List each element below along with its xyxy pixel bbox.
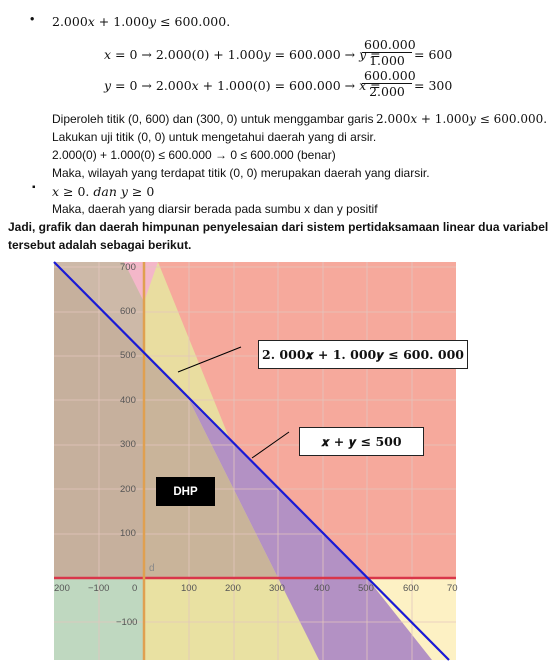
y-tick-100: 100 [120, 528, 136, 539]
y-zero-numerator: 600.000 [364, 68, 416, 83]
uji-text: Lakukan uji titik (0, 0) untuk mengetahui daerah yang di arsir. [52, 130, 377, 144]
y-tick-400: 400 [120, 395, 136, 406]
conclusion-line-2: tersebut adalah sebagai berikut. [8, 238, 192, 252]
origin-mark: d [149, 563, 155, 574]
x-zero-numerator: 600.000 [364, 37, 416, 52]
y-zero-result: = 300 [414, 78, 453, 93]
graph [54, 262, 464, 660]
x-tick-70: 70 [447, 583, 458, 594]
y-zero-fraction [362, 68, 416, 99]
bullet-square: ▪ [32, 182, 36, 193]
x-tick-600: 600 [403, 583, 419, 594]
y-tick-700: 700 [120, 262, 136, 273]
y-zero-denominator: 2.000 [369, 84, 405, 99]
x-tick-100: 100 [181, 583, 197, 594]
y-tick-500: 500 [120, 350, 136, 361]
x-tick-400: 400 [314, 583, 330, 594]
dhp-label: DHP [156, 477, 215, 506]
bullet-dot: • [30, 12, 35, 26]
wilayah-text: Maka, wilayah yang terdapat titik (0, 0) merupakan daerah yang diarsir. [52, 166, 430, 180]
y-tick-300: 300 [120, 439, 136, 450]
label-line-1: 𝟐. 𝟎𝟎𝟎𝒙 + 𝟏. 𝟎𝟎𝟎𝒚 ≤ 𝟔𝟎𝟎. 𝟎𝟎𝟎 [258, 340, 468, 369]
x-tick-neg100: −100 [88, 583, 110, 594]
x-zero-result: = 600 [414, 47, 453, 62]
nonneg-condition: 𝑥 ≥ 0. 𝑑𝑎𝑛 𝑦 ≥ 0 [52, 184, 155, 199]
graph-canvas [54, 262, 456, 660]
check-text: 2.000(0) + 1.000(0) ≤ 600.000 → 0 ≤ 600.000 (benar) [52, 148, 336, 162]
y-tick-600: 600 [120, 306, 136, 317]
inequality-1: 2.000𝑥 + 1.000𝑦 ≤ 600.000. [52, 14, 231, 29]
conclusion-line-1: Jadi, grafik dan daerah himpunan penyelesaian dari sistem pertidaksamaan linear dua variabel [8, 220, 548, 234]
x-tick-200: 200 [225, 583, 241, 594]
label-line-2: 𝒙 + 𝒚 ≤ 𝟓𝟎𝟎 [299, 427, 424, 456]
y-tick-200: 200 [120, 484, 136, 495]
y-zero-equation: 𝑦 = 0 → 2.000𝑥 + 1.000(0) = 600.000 → 𝑥 = [104, 78, 381, 93]
maka-text: Maka, daerah yang diarsir berada pada sumbu x dan y positif [52, 202, 378, 216]
diperoleh-text: Diperoleh titik (0, 600) dan (300, 0) untuk menggambar garis [52, 112, 374, 126]
x-tick-neg200: 200 [54, 583, 70, 594]
diperoleh-math: 2.000𝑥 + 1.000𝑦 ≤ 600.000. [376, 112, 548, 126]
x-tick-300: 300 [269, 583, 285, 594]
x-tick-0: 0 [132, 583, 138, 594]
x-zero-equation: 𝑥 = 0 → 2.000(0) + 1.000𝑦 = 600.000 → 𝑦 = [104, 47, 381, 62]
y-tick-neg100: −100 [116, 617, 138, 628]
x-zero-denominator: 1.000 [369, 53, 405, 68]
x-tick-500: 500 [358, 583, 374, 594]
x-zero-fraction [362, 37, 416, 68]
